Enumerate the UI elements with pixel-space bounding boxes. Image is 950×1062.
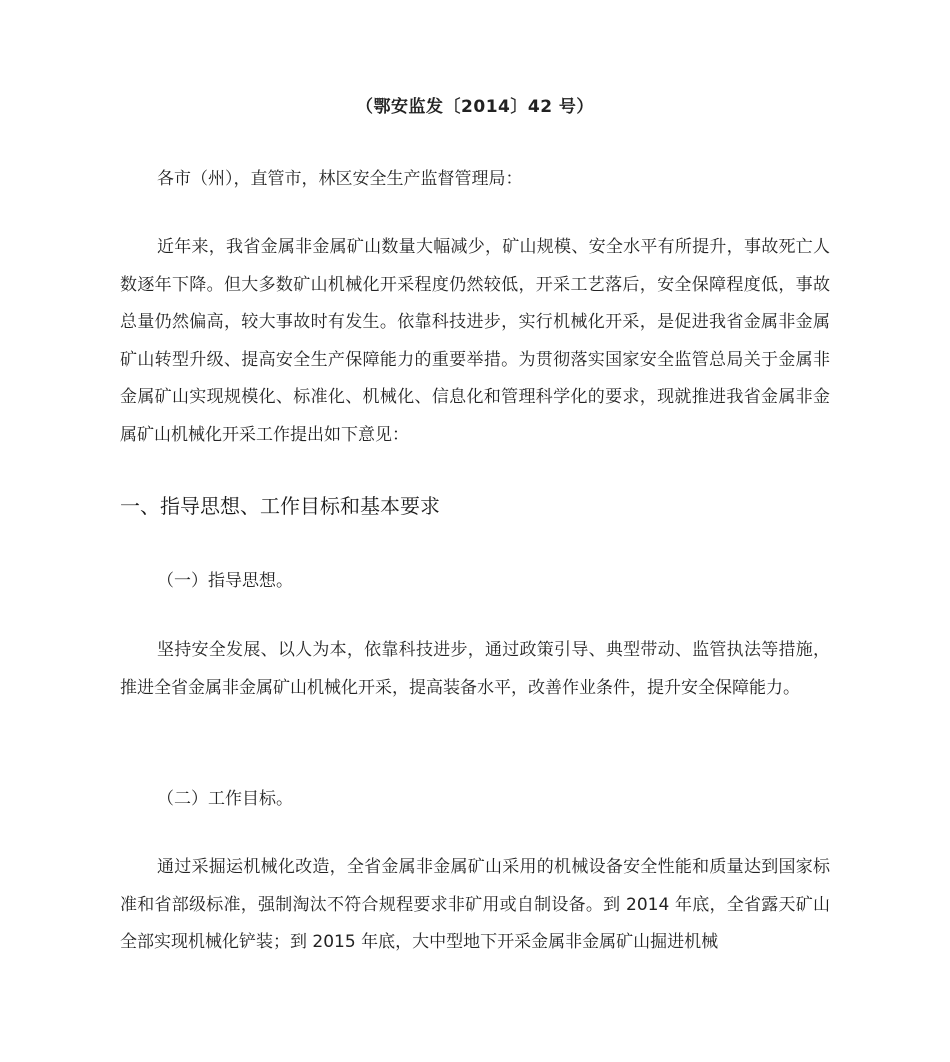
intro-paragraph: 近年来，我省金属非金属矿山数量大幅减少，矿山规模、安全水平有所提升，事故死亡人数逐年下降。但大多数矿山机械化开采程度仍然较低，开采工艺落后，安全保障程度低，事故总量仍然偏高，较大事故时有发生。依靠科技进步，实行机械化开采，是促进我省金属非金属矿山转型升级、提高安全生产保障能力的重要举措。为贯彻落实国家安全监管总局关于金属非金属矿山实现规模化、标准化、机械化、信息化和管理科学化的要求，现就推进我省金属非金属矿山机械化开采工作提出如下意见： <box>120 237 830 445</box>
guiding-ideology-paragraph: 坚持安全发展、以人为本，依靠科技进步，通过政策引导、典型带动、监管执法等措施，推进全省金属非金属矿山机械化开采，提高装备水平，改善作业条件，提升安全保障能力。 <box>120 640 830 698</box>
section-heading: 一、指导思想、工作目标和基本要求 <box>120 494 440 518</box>
subsection-heading-work-goals: （二）工作目标。 <box>157 789 293 809</box>
document-number: （鄂安监发〔2014〕42 号） <box>356 97 594 117</box>
subsection-heading-guiding-ideology: （一）指导思想。 <box>157 571 293 591</box>
salutation: 各市（州），直管市，林区安全生产监督管理局： <box>157 169 523 189</box>
work-goals-paragraph: 通过采掘运机械化改造，全省金属非金属矿山采用的机械设备安全性能和质量达到国家标准和省部级标准，强制淘汰不符合规程要求非矿用或自制设备。到 2014 年底，全省露天矿山全部实现机械化铲装；到 2015 年底，大中型地下开采金属非金属矿山掘进机械 <box>120 857 830 953</box>
